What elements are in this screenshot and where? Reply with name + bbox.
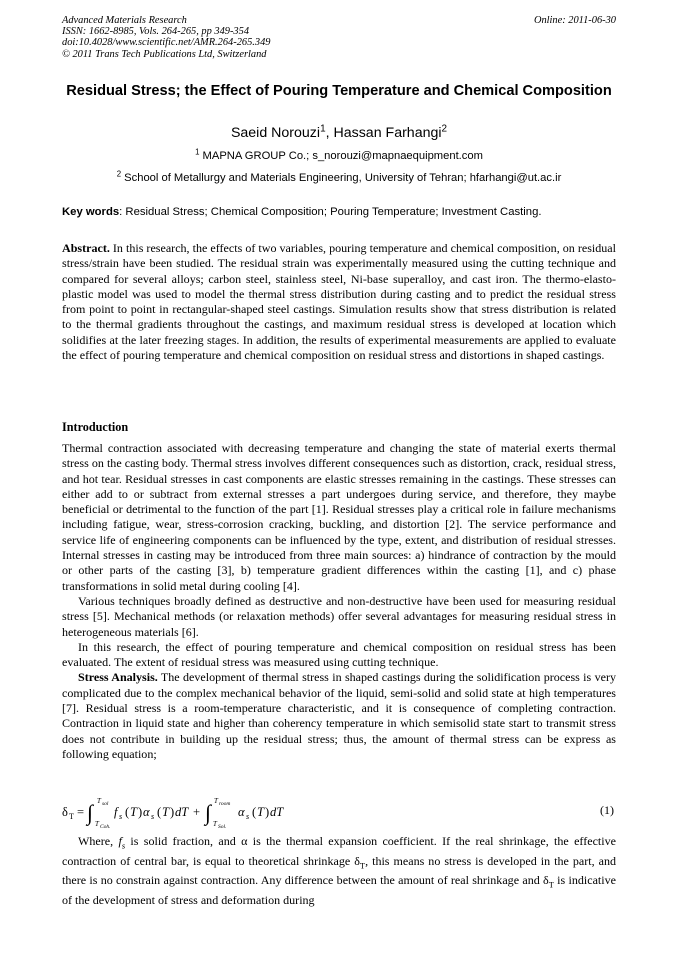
svg-text:+: + (193, 805, 201, 819)
intro-paragraph-2: Various techniques broadly defined as destructive and non-destructive have been used for measuring residual stress [5]. Mechanical methods (or relaxation methods) offer several advantages for measuring residual stress in heterogeneous materials [6]. (62, 593, 616, 639)
svg-text:): ) (265, 805, 270, 819)
journal-header (62, 15, 270, 60)
svg-text:T: T (130, 805, 137, 819)
delta-subscript: T (548, 879, 554, 890)
svg-text:(: ( (252, 805, 257, 819)
equation-1-formula (62, 795, 362, 831)
introduction-heading: Introduction (62, 420, 129, 434)
equation-1 (62, 795, 616, 831)
svg-text:dT: dT (270, 805, 284, 819)
svg-text:T: T (69, 812, 74, 821)
p5-part-a: Where, (78, 834, 119, 848)
journal-name: Advanced Materials Research (62, 15, 187, 26)
author-name: Saeid Norouzi (230, 125, 321, 141)
svg-text:s: s (119, 812, 123, 821)
svg-text:∫: ∫ (205, 800, 212, 825)
svg-text:T: T (162, 805, 169, 819)
keywords-label: Key words (62, 206, 120, 218)
svg-text:sol: sol (102, 801, 109, 807)
author-list: Saeid Norouzi$^1$, Hassan Farhangi$^2$ (230, 123, 448, 141)
svg-text:T: T (214, 797, 218, 805)
affiliation-sup: 1 (195, 147, 200, 157)
stress-analysis-text: The development of thermal stress in shaped castings during the solidification process is very complicated due to the complex mechanical behavior of the liquid, semi-solid and solid state at high temperatures [7]. Residual stress is a room-temperature characteristic, and it is consequence of completing contraction. Contraction in liquid state and higher than coherency temperature in which semisolid state start to transmit stress does not contribute in building up the residual stress; thus, the amount of thermal stress can be express as following equation; (62, 670, 616, 761)
svg-text:(: ( (157, 805, 162, 819)
svg-text:f: f (114, 805, 118, 819)
svg-text:s: s (246, 812, 250, 821)
intro-paragraph-3: In this research, the effect of pouring temperature and chemical composition on residual stress has been evaluated. The extent of residual stress was measured using cutting technique. (62, 639, 616, 670)
keywords (62, 205, 618, 219)
keywords-text: : Residual Stress; Chemical Composition; Pouring Temperature; Investment Casting. (119, 206, 542, 218)
svg-text:): ) (170, 805, 175, 819)
author-sup: 2 (441, 123, 448, 135)
intro-paragraph-1: Thermal contraction associated with decreasing temperature and changing the state of material exerts thermal stress on the casting body. Thermal stress involves different consequences such as distortion, crack, residual stress, and hot tear. Residual stresses in cast components are elastic stresses remaining in the castings. These stresses can either add to or subtract from external stresses a part undergoes during service, and therefore, they maybe beneficial or detrimental to the function of the part [1]. Residual stresses play a critical role in failure mechanisms including fatigue, wear, stress-corrosion cracking, buckling, and distortion [2]. The service performance and service life of engineering components can be influenced by the type, extent, and distribution of residual stresses. Internal stresses in casting may be introduced from three main sources: a) hindrance of contraction by the mould or other parts of the casting [3], b) temperature gradient differences within the casting [1], and c) phase transformations in solid metal during cooling [4]. (62, 441, 616, 593)
svg-text:): ) (138, 805, 143, 819)
intro-paragraph-5 (62, 834, 616, 908)
copyright-line: © 2011 Trans Tech Publications Ltd, Switzerland (62, 48, 267, 60)
issn-line: ISSN: 1662-8985, Vols. 264-265, pp 349-354 (62, 26, 250, 38)
svg-text:room: room (219, 801, 231, 807)
p5-part-d: is indicative of the development of stress and deformation during (62, 873, 616, 908)
author-sup: 1 (320, 123, 326, 135)
svg-text:δ: δ (62, 805, 68, 819)
introduction-body (62, 441, 616, 762)
affiliation-text: MAPNA GROUP Co.; s_norouzi@mapnaequipment.com (202, 150, 483, 162)
fs-symbol: f (118, 834, 122, 848)
affiliation-text: School of Metallurgy and Materials Engineering, University of Tehran; hfarhangi@ut.ac.ir (124, 172, 562, 184)
svg-text:T: T (97, 797, 101, 805)
online-date: Online: 2011-06-30 (533, 15, 616, 26)
svg-text:dT: dT (175, 805, 189, 819)
svg-text:Coh.: Coh. (100, 824, 111, 830)
svg-text:Sol.: Sol. (218, 824, 227, 830)
svg-text:α: α (238, 805, 245, 819)
svg-text:(: ( (125, 805, 130, 819)
svg-text:T: T (257, 805, 264, 819)
svg-text:=: = (77, 805, 85, 819)
stress-analysis-label: Stress Analysis. (78, 670, 158, 685)
svg-text:s: s (151, 812, 155, 821)
delta-subscript: T (359, 860, 366, 871)
abstract-text: In this research, the effects of two variables, pouring temperature and chemical composition, on residual stress/strain have been studied. The residual strain was experimentally measured using the cutting technique and compared for several alloys; carbon steel, stainless steel, Ni-base superalloy, and cast iron. The thermo-elasto-plastic model was used to model the thermal stress distribution during casting and to predict the residual stress from point to point in rectangular-shaped steel castings. Simulation results show that stress distribution is related to the thermal gradients throughout the castings, and maximum residual stress is developed at location which solidifies at the later freezing stages. In addition, the results of experimental measurements are applied to evaluate the effect of pouring temperature and chemical composition on residual stress and distortions in shaped castings. (62, 241, 616, 363)
doi-line: doi:10.4028/www.scientific.net/AMR.264-265.349 (62, 37, 271, 49)
equation-number: (1) (600, 803, 614, 817)
p5-part-b: is solid fraction, and α is the thermal expansion coefficient. If the real shrinkage, the effective contraction of central bar, is equal to theoretical shrinkage δ (62, 834, 616, 868)
svg-text:T: T (213, 820, 217, 828)
fs-subscript: s (121, 840, 126, 851)
abstract-label: Abstract. (62, 241, 110, 255)
author-name: Hassan Farhangi (333, 125, 442, 141)
affiliation-2 (62, 171, 616, 185)
svg-text:α: α (143, 805, 150, 819)
affiliation-sup: 2 (116, 169, 122, 179)
svg-text:T: T (95, 820, 99, 828)
svg-text:∫: ∫ (87, 800, 94, 825)
intro-paragraph-4 (62, 670, 616, 762)
paper-title: Residual Stress; the Effect of Pouring Temperature and Chemical Composition (66, 83, 612, 99)
p5-part-c: , this means no stress is developed in the part, and there is no constrain against contraction. Any difference between the amount of real shrinkage and δ (62, 853, 617, 888)
affiliation-1 (62, 149, 616, 163)
post-equation-text (62, 834, 616, 908)
abstract (62, 241, 616, 363)
